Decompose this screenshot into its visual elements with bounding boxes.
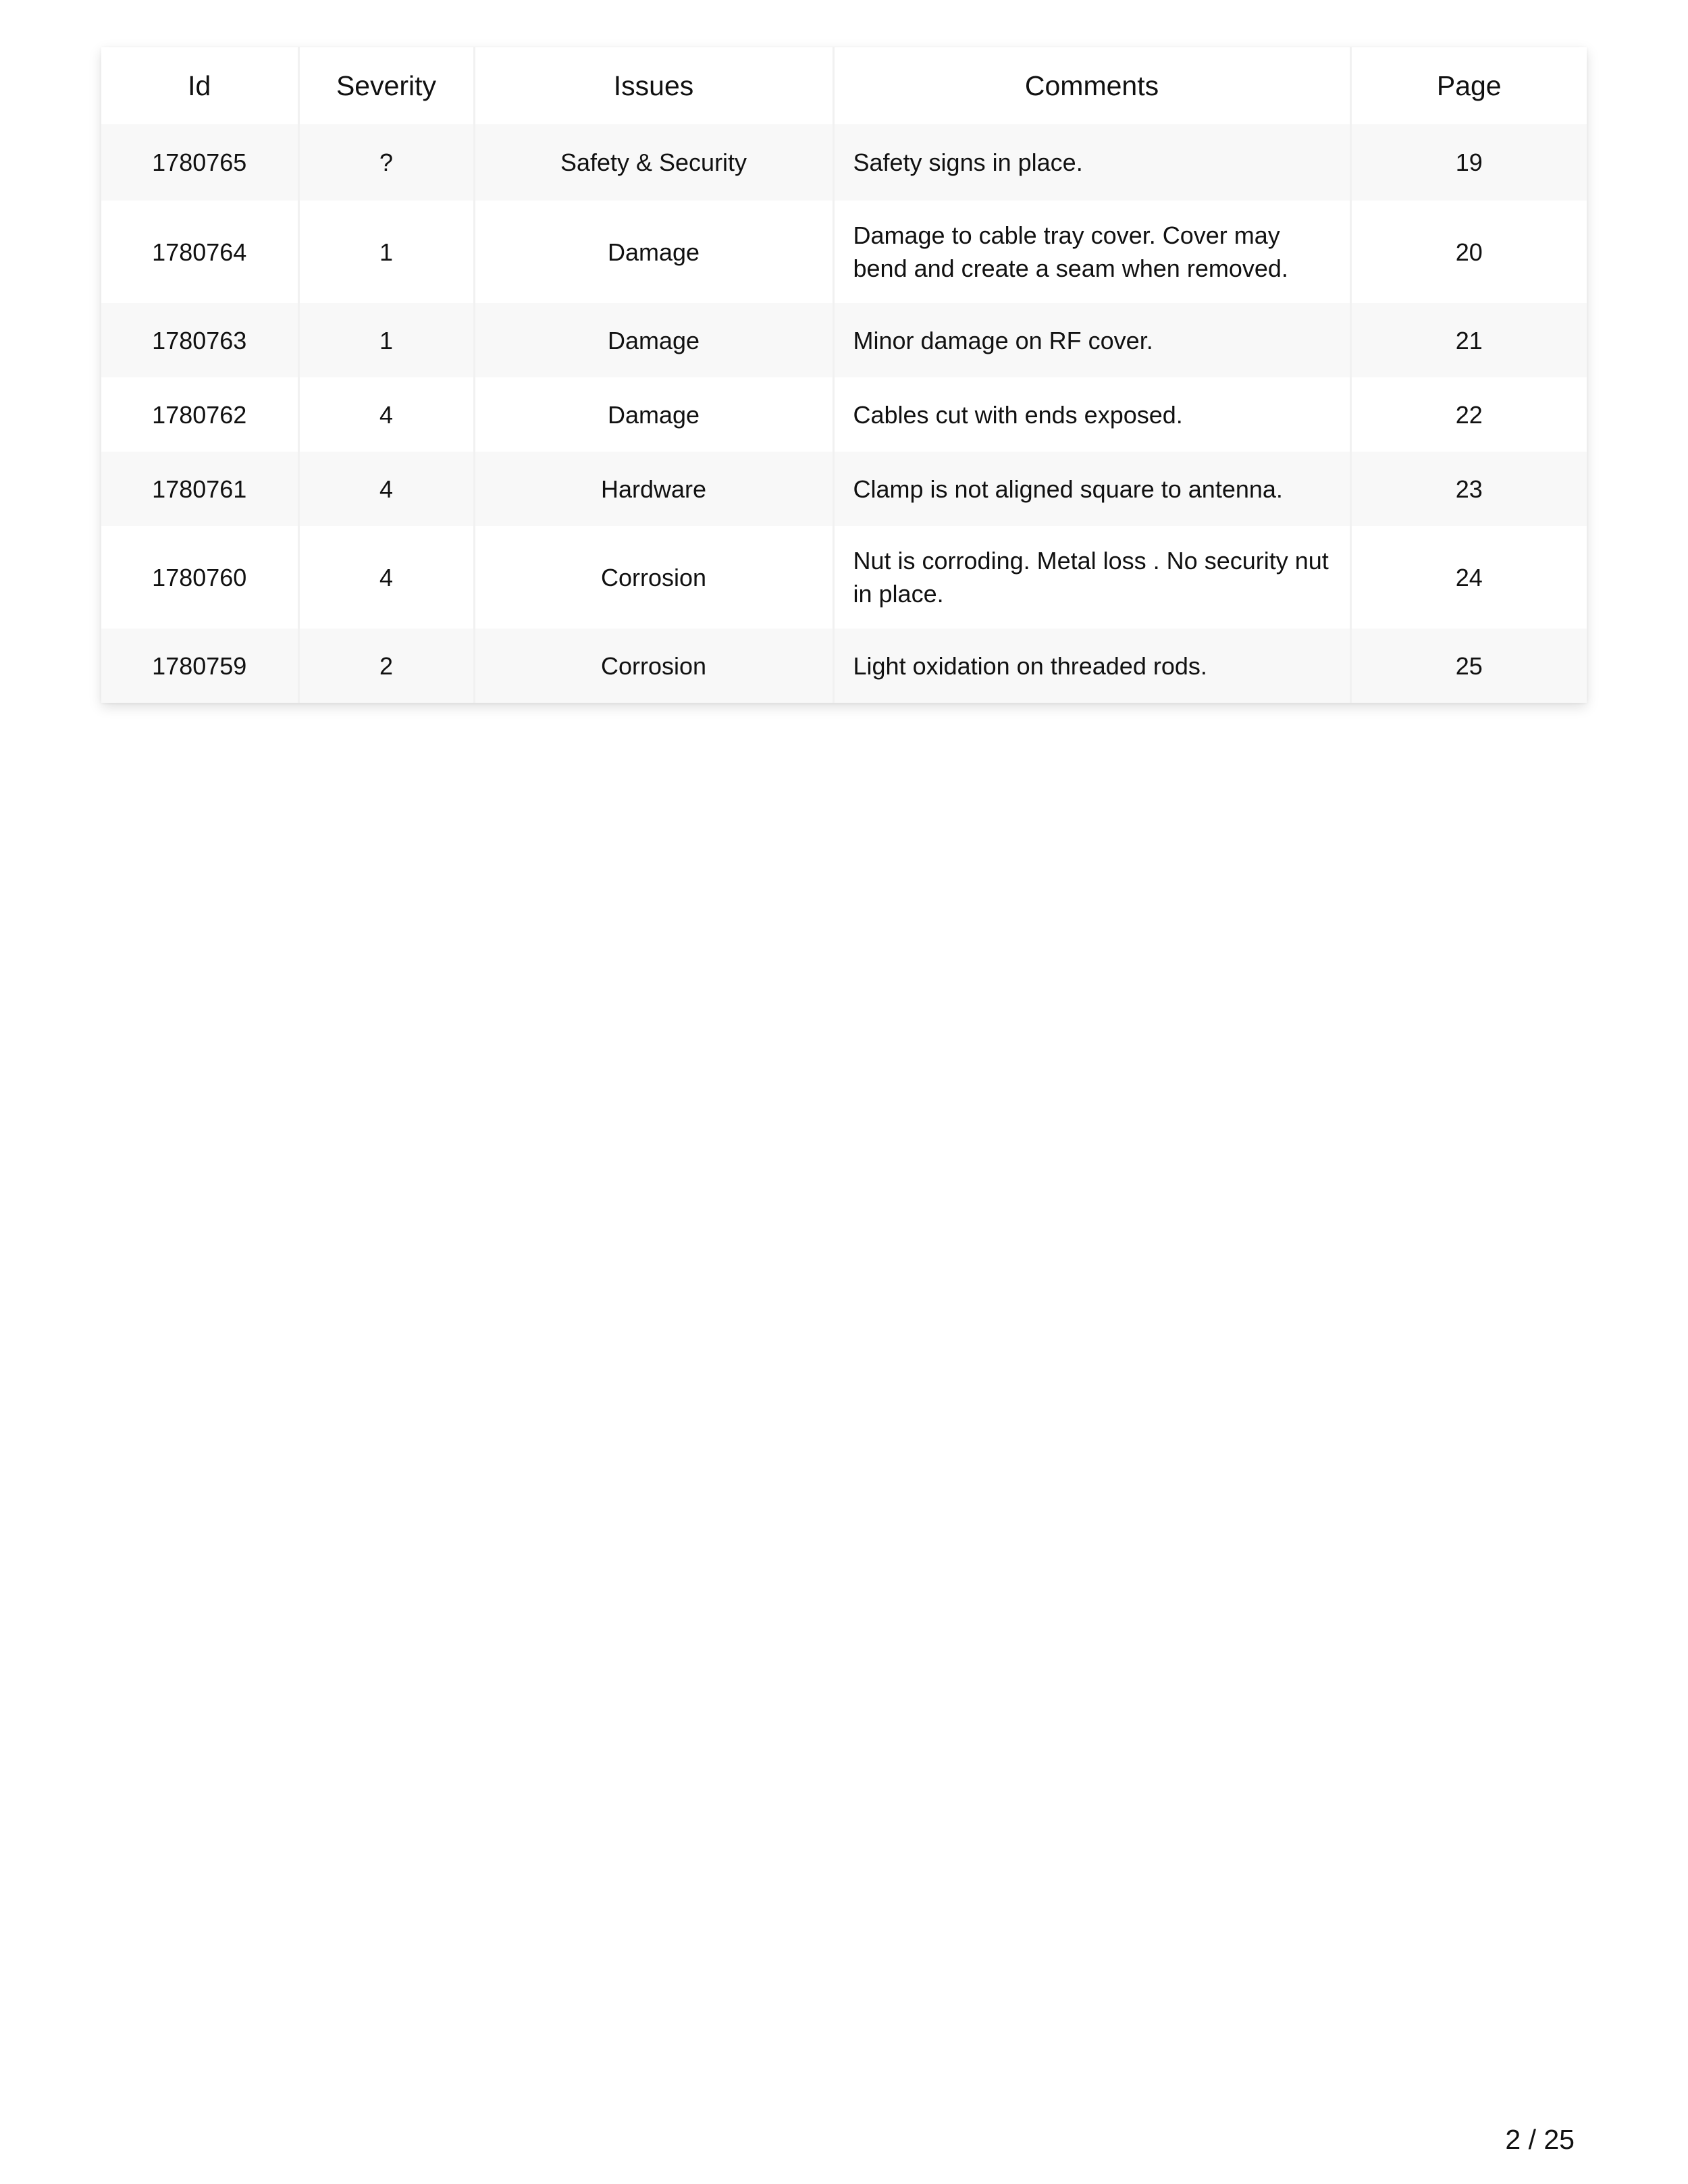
cell-severity: 1	[298, 303, 474, 377]
cell-issue: Hardware	[474, 452, 833, 526]
header-page: Page	[1350, 47, 1587, 124]
cell-severity: 4	[298, 452, 474, 526]
cell-id: 1780762	[101, 377, 298, 452]
cell-page: 19	[1455, 149, 1483, 176]
table-row	[101, 629, 1587, 703]
cell-severity: 2	[298, 629, 474, 703]
cell-issue: Damage	[474, 303, 833, 377]
header-comments: Comments	[833, 47, 1350, 124]
cell-page: 22	[1455, 400, 1483, 429]
header-issues: Issues	[474, 47, 833, 124]
header-id: Id	[101, 47, 298, 124]
cell-page: 24	[1455, 563, 1483, 591]
cell-id: 1780764	[101, 201, 298, 303]
cell-page: 23	[1455, 475, 1483, 503]
cell-severity: 1	[298, 201, 474, 303]
page-number: 2 / 25	[1505, 2124, 1575, 2155]
cell-id: 1780759	[101, 629, 298, 703]
cell-comment: Minor damage on RF cover.	[833, 303, 1350, 377]
cell-severity: 4	[298, 526, 474, 629]
cell-issue: Damage	[474, 201, 833, 303]
table-row	[101, 124, 1587, 201]
table-row	[101, 201, 1587, 303]
cell-comment: Cables cut with ends exposed.	[833, 377, 1350, 452]
cell-page: 20	[1455, 238, 1483, 266]
cell-comment: Clamp is not aligned square to antenna.	[833, 452, 1350, 526]
cell-id: 1780761	[101, 452, 298, 526]
cell-comment: Damage to cable tray cover. Cover may bend and create a seam when removed.	[833, 201, 1350, 303]
cell-severity: ?	[298, 124, 474, 201]
cell-severity: 4	[298, 377, 474, 452]
cell-page: 25	[1455, 651, 1483, 680]
table-row	[101, 526, 1587, 629]
cell-id: 1780760	[101, 526, 298, 629]
cell-comment: Light oxidation on threaded rods.	[833, 629, 1350, 703]
table-row	[101, 303, 1587, 377]
cell-issue: Corrosion	[474, 526, 833, 629]
cell-comment: Safety signs in place.	[833, 124, 1350, 201]
issues-table	[101, 47, 1587, 703]
header-severity: Severity	[298, 47, 474, 124]
cell-issue: Corrosion	[474, 629, 833, 703]
table-row	[101, 452, 1587, 526]
table-row	[101, 377, 1587, 452]
cell-issue: Safety & Security	[474, 124, 833, 201]
table-body	[101, 124, 1587, 703]
issues-table-container	[101, 47, 1587, 703]
header-row	[101, 47, 1587, 124]
cell-id: 1780765	[101, 124, 298, 201]
cell-issue: Damage	[474, 377, 833, 452]
cell-page: 21	[1455, 326, 1483, 354]
cell-id: 1780763	[101, 303, 298, 377]
cell-comment: Nut is corroding. Metal loss . No security nut in place.	[833, 526, 1350, 629]
table-header	[101, 47, 1587, 124]
